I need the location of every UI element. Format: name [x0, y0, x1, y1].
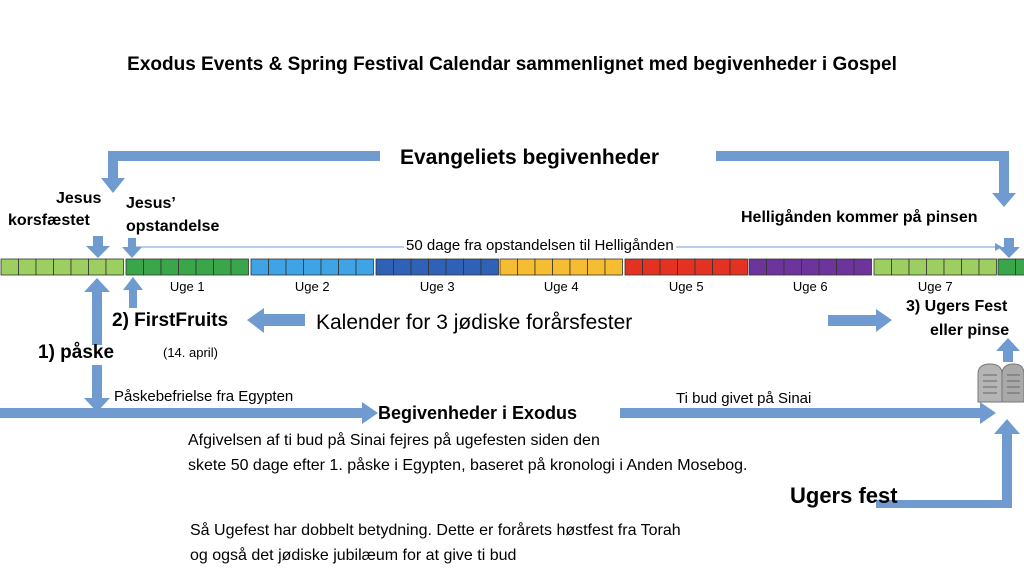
- week-6-day: [802, 259, 820, 275]
- week-1-day: [196, 259, 214, 275]
- week-label: Uge 5: [668, 279, 704, 294]
- week-3-day: [394, 259, 412, 275]
- week-5-day: [695, 259, 713, 275]
- crucified-down-arrow: [86, 236, 110, 258]
- gospel-events-label: Evangeliets begivenheder: [400, 146, 660, 169]
- fifty-days-label: 50 dage fra opstandelsen til Helligånden: [406, 237, 674, 254]
- calendar-left-arrow: [247, 308, 305, 333]
- week-label: Uge 1: [169, 279, 205, 294]
- explanation-line1: Afgivelsen af ti bud på Sinai fejres på ugefesten siden den: [188, 432, 600, 449]
- ten-commandments-label: Ti bud givet på Sinai: [676, 390, 812, 407]
- week-5-day: [625, 259, 643, 275]
- week-3-day: [376, 259, 394, 275]
- feast-of-weeks-line1: 3) Ugers Fest: [906, 298, 1008, 315]
- week-2-day: [304, 259, 322, 275]
- gospel-right-arrow: [716, 151, 1016, 207]
- week-7-day: [892, 259, 910, 275]
- week-4-day: [588, 259, 606, 275]
- jesus-crucified-line1: Jesus: [56, 190, 102, 207]
- ugers-fest-label: Ugers fest: [790, 483, 898, 508]
- week-label: Uge 7: [917, 279, 953, 294]
- feast-right-arrow: [828, 309, 892, 332]
- pentecost-day: [1016, 259, 1024, 275]
- week-2-day: [356, 259, 374, 275]
- week-1-day: [231, 259, 249, 275]
- week-3-day: [464, 259, 482, 275]
- week-label: Uge 3: [419, 279, 455, 294]
- week-4-day: [535, 259, 553, 275]
- week-1-day: [144, 259, 162, 275]
- passover-label: 1) påske: [38, 342, 115, 363]
- week-3-day: [429, 259, 447, 275]
- week-7-day: [962, 259, 980, 275]
- week-label: Uge 2: [294, 279, 330, 294]
- week-4-day: [518, 259, 536, 275]
- resurrection-line1: Jesus’: [126, 195, 176, 212]
- week-7-day: [979, 259, 997, 275]
- week-5-day: [660, 259, 678, 275]
- summary-line1: Så Ugefest har dobbelt betydning. Dette er forårets høstfest fra Torah: [190, 522, 681, 539]
- week-7-day: [944, 259, 962, 275]
- pentecost-day: [998, 259, 1016, 275]
- passover-up-arrow: [84, 278, 110, 345]
- week-5-day: [713, 259, 731, 275]
- stone-tablets-icon: [978, 364, 1024, 402]
- passover-down-arrow: [84, 365, 110, 412]
- gospel-left-arrow: [101, 151, 380, 193]
- week-5-day: [643, 259, 661, 275]
- pre-week-day: [89, 259, 107, 275]
- pre-week-day: [19, 259, 37, 275]
- firstfruits-up-arrow: [123, 277, 143, 308]
- week-label: Uge 6: [792, 279, 828, 294]
- jesus-crucified-line2: korsfæstet: [8, 212, 90, 229]
- week-2-day: [321, 259, 339, 275]
- calendar-bar: [1, 259, 1024, 275]
- passover-liberation-label: Påskebefrielse fra Egypten: [114, 388, 294, 405]
- week-7-day: [874, 259, 892, 275]
- week-5-day: [730, 259, 748, 275]
- pre-week-day: [54, 259, 72, 275]
- explanation-line2: skete 50 dage efter 1. påske i Egypten, baseret på kronologi i Anden Mosebog.: [188, 457, 748, 474]
- week-2-day: [339, 259, 357, 275]
- feast-of-weeks-line2: eller pinse: [930, 322, 1010, 339]
- week-4-day: [605, 259, 623, 275]
- firstfruits-date: (14. april): [163, 345, 218, 360]
- week-label: Uge 4: [543, 279, 579, 294]
- week-6-day: [837, 259, 855, 275]
- week-6-day: [819, 259, 837, 275]
- pentecost-down-arrow: [998, 238, 1020, 258]
- week-7-day: [909, 259, 927, 275]
- week-3-day: [411, 259, 429, 275]
- week-2-day: [251, 259, 269, 275]
- pre-week-day: [71, 259, 89, 275]
- resurrection-down-arrow: [122, 238, 142, 258]
- exodus-events-label: Begivenheder i Exodus: [378, 403, 578, 423]
- feast-up-arrow: [996, 338, 1020, 362]
- week-3-day: [446, 259, 464, 275]
- pre-week-day: [1, 259, 19, 275]
- pre-week-day: [36, 259, 54, 275]
- week-4-day: [553, 259, 571, 275]
- summary-line2: og også det jødiske jubilæum for at give ti bud: [190, 547, 517, 564]
- pre-week-day: [106, 259, 124, 275]
- week-1-day: [214, 259, 232, 275]
- week-6-day: [784, 259, 802, 275]
- week-1-day: [179, 259, 197, 275]
- week-4-day: [570, 259, 588, 275]
- week-7-day: [927, 259, 945, 275]
- week-6-day: [749, 259, 767, 275]
- page-title: Exodus Events & Spring Festival Calendar sammenlignet med begivenheder i Gospel: [127, 54, 897, 75]
- week-5-day: [678, 259, 696, 275]
- week-6-day: [767, 259, 785, 275]
- firstfruits-label: 2) FirstFruits: [112, 310, 229, 331]
- week-3-day: [481, 259, 499, 275]
- week-4-day: [500, 259, 518, 275]
- holy-spirit-label: Helligånden kommer på pinsen: [741, 209, 978, 226]
- week-1-day: [126, 259, 144, 275]
- week-1-day: [161, 259, 179, 275]
- week-2-day: [286, 259, 304, 275]
- calendar-label: Kalender for 3 jødiske forårsfester: [316, 311, 633, 334]
- resurrection-line2: opstandelse: [126, 218, 220, 235]
- week-2-day: [269, 259, 287, 275]
- exodus-left-arrow: [0, 402, 378, 424]
- week-6-day: [854, 259, 872, 275]
